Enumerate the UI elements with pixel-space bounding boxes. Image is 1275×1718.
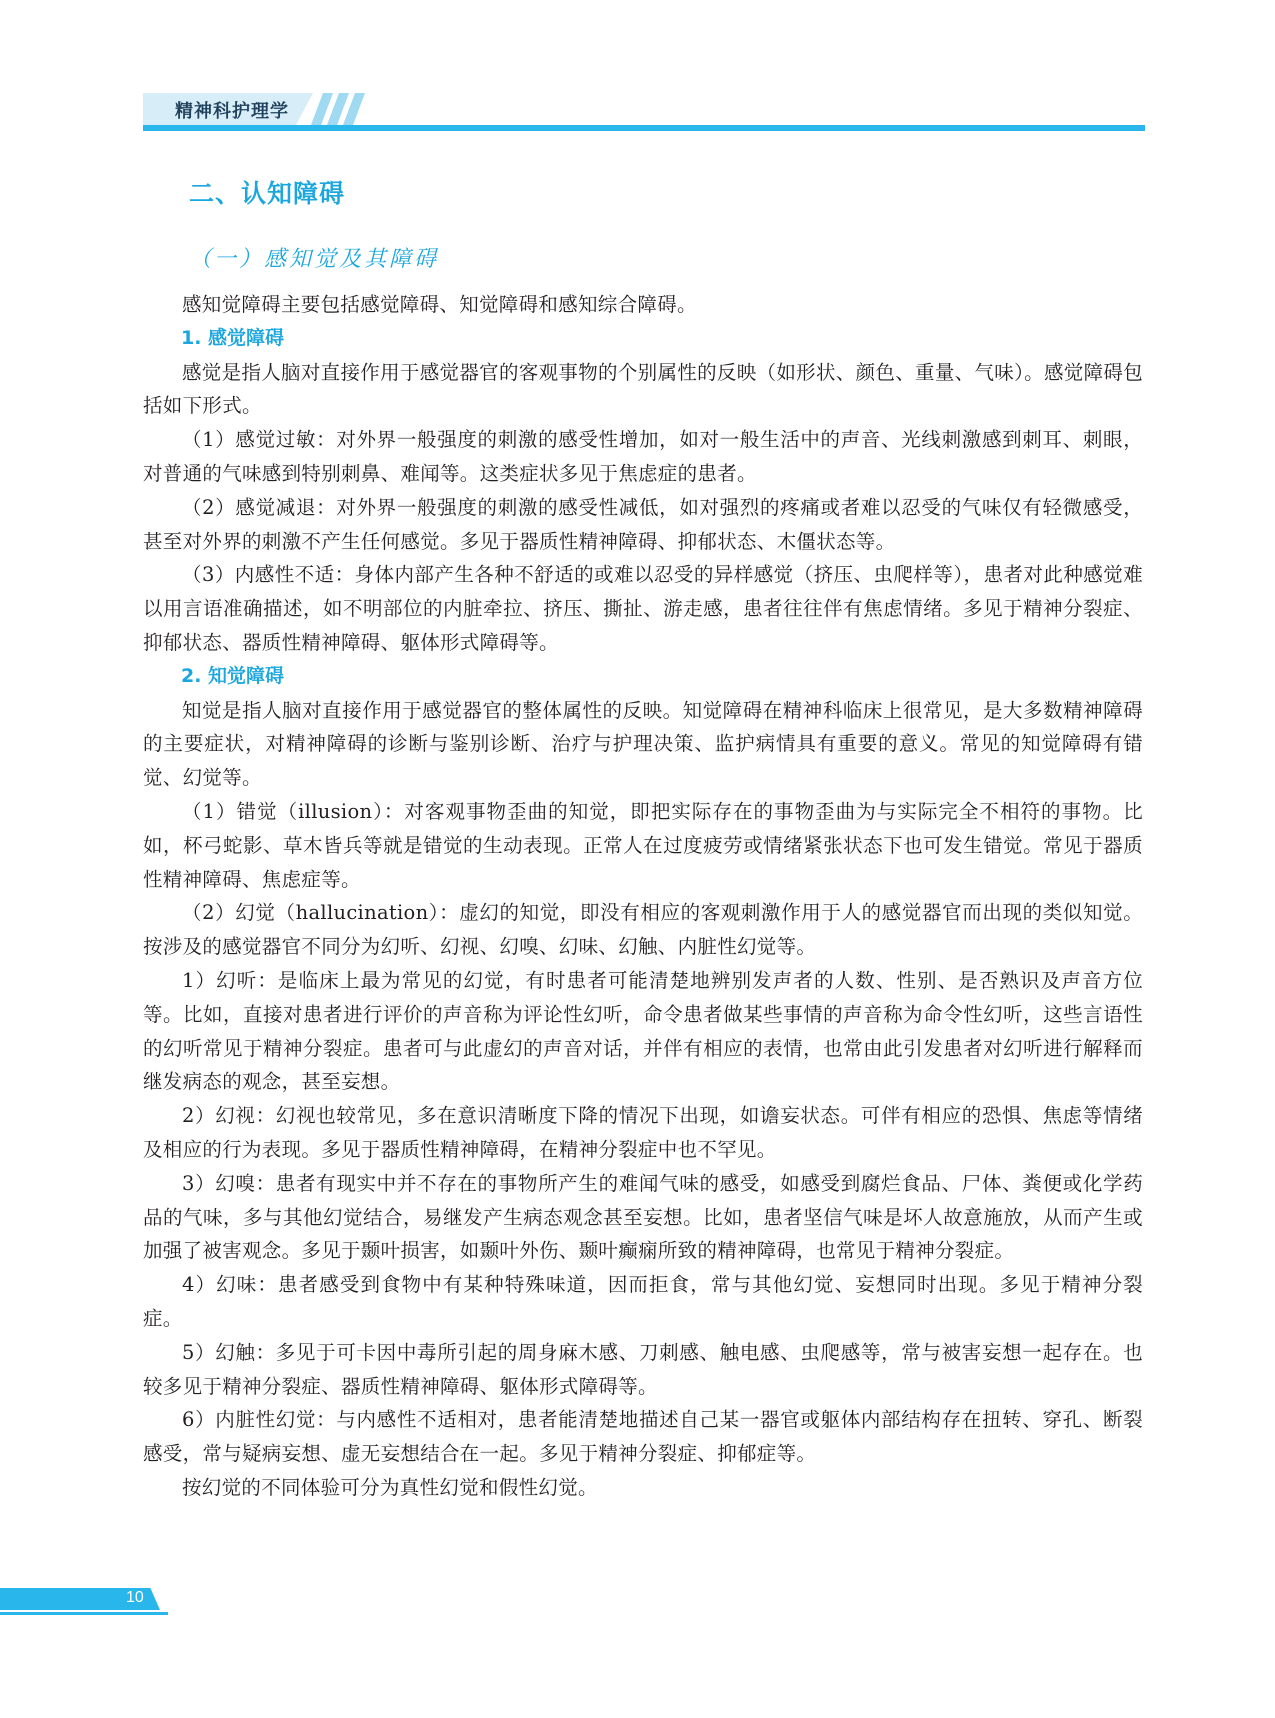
- paragraph: （2）感觉减退：对外界一般强度的刺激的感受性减低，如对强烈的疼痛或者难以忍受的气味仅有轻微感受，甚至对外界的刺激不产生任何感觉。多见于器质性精神障碍、抑郁状态、木僵状态等。: [143, 495, 1143, 553]
- header-rule: [143, 125, 1145, 131]
- header-stripes-decoration: [309, 93, 389, 125]
- heading: 1. 感觉障碍: [181, 326, 285, 349]
- footer-line: [0, 1612, 168, 1615]
- paragraph: 4）幻味：患者感受到食物中有某种特殊味道，因而拒食，常与其他幻觉、妄想同时出现。多见于精神分裂症。: [143, 1273, 1143, 1330]
- body-text: [143, 288, 1143, 1505]
- paragraph: 5）幻触：多见于可卡因中毒所引起的周身麻木感、刀刺感、触电感、虫爬感等，常与被害妄想一起存在。也较多见于精神分裂症、器质性精神障碍、躯体形式障碍等。: [143, 1340, 1143, 1398]
- book-title: 精神科护理学: [175, 101, 289, 122]
- paragraph: （2）幻觉（hallucination）：虚幻的知觉，即没有相应的客观刺激作用于人的感觉器官而出现的类似知觉。按涉及的感觉器官不同分为幻听、幻视、幻嗅、幻味、幻触、内脏性幻觉等。: [143, 901, 1143, 959]
- page-header: [143, 93, 1145, 131]
- paragraph: 1）幻听：是临床上最为常见的幻觉，有时患者可能清楚地辨别发声者的人数、性别、是否熟识及声音方位等。比如，直接对患者进行评价的声音称为评论性幻听，命令患者做某些事情的声音称为命令性幻听，这些言语性的幻听常见于精神分裂症。患者可与此虚幻的声音对话，并伴有相应的表情，也常由此引发患者对幻听进行解释而继发病态的观念，甚至妄想。: [143, 968, 1143, 1094]
- paragraph: （3）内感性不适：身体内部产生各种不舒适的或难以忍受的异样感觉（挤压、虫爬样等），患者对此种感觉难以用言语准确描述，如不明部位的内脏牵拉、挤压、撕扯、游走感，患者往往伴有焦虑情绪。多见于精神分裂症、抑郁状态、器质性精神障碍、躯体形式障碍等。: [143, 563, 1143, 654]
- page-footer: [0, 1588, 170, 1616]
- paragraph: 2）幻视：幻视也较常见，多在意识清晰度下降的情况下出现，如谵妄状态。可伴有相应的恐惧、焦虑等情绪及相应的行为表现。多见于器质性精神障碍，在精神分裂症中也不罕见。: [143, 1104, 1143, 1161]
- subsection-title: （一）感知觉及其障碍: [189, 247, 440, 272]
- heading: 2. 知觉障碍: [181, 664, 285, 687]
- paragraph: 知觉是指人脑对直接作用于感觉器官的整体属性的反映。知觉障碍在精神科临床上很常见，是大多数精神障碍的主要症状，对精神障碍的诊断与鉴别诊断、治疗与护理决策、监护病情具有重要的意义。常见的知觉障碍有错觉、幻觉等。: [143, 698, 1143, 790]
- paragraph: 感知觉障碍主要包括感觉障碍、知觉障碍和感知综合障碍。: [182, 293, 697, 316]
- paragraph: 6）内脏性幻觉：与内感性不适相对，患者能清楚地描述自己某一器官或躯体内部结构存在扭转、穿孔、断裂感受，常与疑病妄想、虚无妄想结合在一起。多见于精神分裂症、抑郁症等。: [143, 1408, 1143, 1466]
- paragraph: 3）幻嗅：患者有现实中并不存在的事物所产生的难闻气味的感受，如感受到腐烂食品、尸体、粪便或化学药品的气味，多与其他幻觉结合，易继发产生病态观念甚至妄想。比如，患者坚信气味是坏人故意施放，从而产生或加强了被害观念。多见于颞叶损害，如颞叶外伤、颞叶癫痫所致的精神障碍，也常见于精神分裂症。: [143, 1171, 1143, 1263]
- paragraph: 感觉是指人脑对直接作用于感觉器官的客观事物的个别属性的反映（如形状、颜色、重量、气味）。感觉障碍包括如下形式。: [143, 360, 1143, 418]
- paragraph: 按幻觉的不同体验可分为真性幻觉和假性幻觉。: [182, 1475, 598, 1499]
- page-number: 10: [126, 1589, 144, 1606]
- paragraph: （1）感觉过敏：对外界一般强度的刺激的感受性增加，如对一般生活中的声音、光线刺激感到刺耳、刺眼，对普通的气味感到特别刺鼻、难闻等。这类症状多见于焦虑症的患者。: [143, 428, 1143, 485]
- section-title: 二、认知障碍: [189, 179, 346, 208]
- paragraph: （1）错觉（illusion）：对客观事物歪曲的知觉，即把实际存在的事物歪曲为与实际完全不相符的事物。比如，杯弓蛇影、草木皆兵等就是错觉的生动表现。正常人在过度疲劳或情绪紧张状态下也可发生错觉。常见于器质性精神障碍、焦虑症等。: [143, 799, 1143, 891]
